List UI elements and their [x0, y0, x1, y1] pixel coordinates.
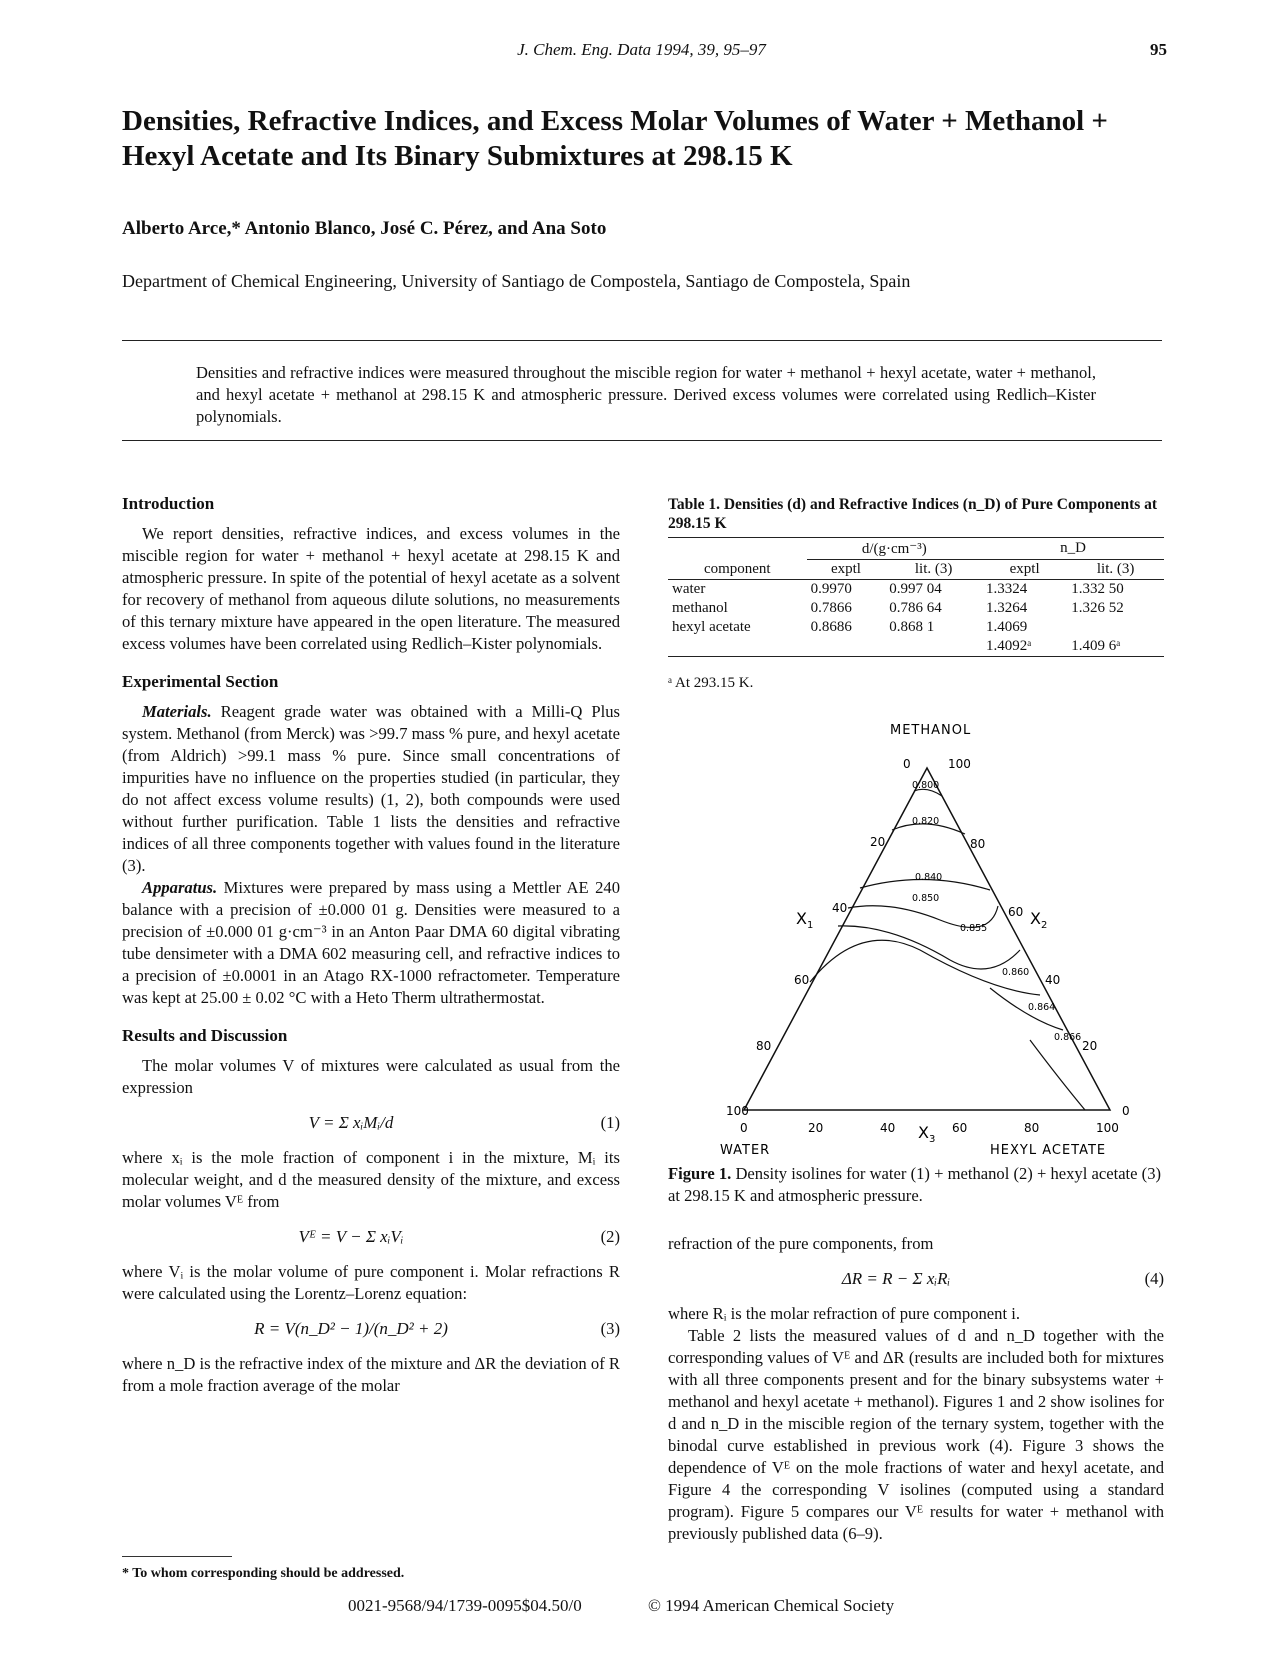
equation-3 — [122, 1317, 620, 1341]
experimental-heading: Experimental Section — [122, 672, 279, 691]
results-p6: where Rᵢ is the molar refraction of pure component i. — [668, 1304, 1020, 1323]
left-tick: 80 — [756, 1039, 772, 1053]
left-column — [122, 493, 620, 1397]
introduction-text: We report densities, refractive indices, and excess volumes in the miscible region for water + methanol + hexyl acetate at 298.15 K and atmospheric pressure. In spite of the potential of hexyl acetate as a solvent for recovery of methanol from aqueous dilute solutions, no measurements of this ternary mixture have appeared in the open literature. The measured excess volumes have been correlated using Redlich–Kister polynomials. — [122, 524, 620, 653]
bottom-tick: 20 — [808, 1121, 824, 1135]
isoline — [838, 926, 1020, 969]
bottom-tick: 100 — [1096, 1121, 1119, 1135]
tick-top-left: 0 — [903, 757, 911, 771]
apparatus-text: Mixtures were prepared by mass using a Mettler AE 240 balance with a precision of ±0.000 01 g. Densities were measured to a precision of ±0.000 01 g·cm⁻³ in an Anton Paar DMA 60 digital vibrating tube densimeter with a DMA 602 measuring cell, and refractive indices to a precision of ±0.0001 in an Atago RX-1000 refractometer. Temperature was kept at 25.00 ± 0.02 °C with a Heto Therm ultrathermostat. — [122, 878, 620, 1007]
water-label: WATER — [720, 1143, 771, 1158]
equation-2 — [122, 1225, 620, 1249]
table-row — [668, 580, 1164, 600]
table-cell: 0.997 04 — [889, 581, 942, 597]
table-cell — [807, 637, 886, 657]
equation-3-body: R = V(n_D² − 1)/(n_D² + 2) — [254, 1319, 448, 1338]
table-cell: 0.786 64 — [889, 600, 942, 616]
results-p1: The molar volumes V of mixtures were calculated as usual from the expression — [122, 1056, 620, 1097]
table-cell: 1.4069 — [985, 619, 1028, 635]
isoline-label: 0.864 — [1028, 1002, 1056, 1013]
right-tick: 20 — [1082, 1039, 1098, 1053]
table1 — [668, 537, 1164, 657]
results-p4: where n_D is the refractive index of the mixture and ΔR the deviation of R from a mole fraction average of the molar — [122, 1354, 620, 1395]
x2-subscript: 2 — [1040, 920, 1048, 931]
left-tick: 100 — [726, 1104, 749, 1118]
bottom-tick: 0 — [740, 1121, 748, 1135]
isoline-label: 0.860 — [1002, 967, 1030, 978]
table-cell: 1.3264 — [985, 600, 1028, 616]
table-cell: methanol — [672, 600, 728, 616]
table-cell — [885, 637, 982, 657]
x2-letter: X — [1030, 909, 1041, 928]
affiliation: Department of Chemical Engineering, University of Santiago de Compostela, Santiago de Compostela, Spain — [122, 271, 911, 291]
results-heading: Results and Discussion — [122, 1026, 288, 1045]
isoline-label: 0.850 — [912, 893, 940, 904]
bottom-tick: 40 — [880, 1121, 896, 1135]
isoline-label: 0.820 — [912, 816, 940, 827]
left-tick: 60 — [794, 973, 810, 987]
figure1-ternary-diagram — [690, 720, 1160, 1160]
table-row — [668, 599, 1164, 618]
right-column — [668, 495, 1164, 692]
equation-4-number: (4) — [1144, 1269, 1164, 1288]
footnote: * To whom corresponding should be addressed. — [122, 1566, 405, 1581]
materials-paragraph — [122, 701, 620, 877]
table-cell — [1067, 618, 1164, 637]
apparatus-heading: Apparatus. — [142, 878, 218, 897]
isoline-label: 0.855 — [960, 923, 988, 934]
introduction-heading: Introduction — [122, 494, 215, 513]
table-cell: 0.8686 — [810, 619, 852, 635]
x1-label — [796, 909, 813, 931]
table-cell: 0.9970 — [810, 581, 852, 597]
table1-col-component: component — [703, 560, 771, 577]
table-cell: hexyl acetate — [672, 619, 751, 635]
table-row — [668, 637, 1164, 657]
left-tick: 40 — [832, 901, 848, 915]
table-cell: water — [672, 581, 706, 597]
page-number: 95 — [1150, 40, 1167, 59]
results-p7: Table 2 lists the measured values of d and n_D together with the corresponding values of Vᴱ and ΔR (results are included both for mixtures with all three components present and for the binary subsystems water + methanol and hexyl acetate + methanol). Figures 1 and 2 show isolines for d and n_D in the miscible region of the ternary system, together with the binodal curve established in previous work (4). Figure 3 shows the dependence of Vᴱ on the mole fractions of water and hexyl acetate, and Figure 4 the corresponding V isolines (computed using a standard program). Figure 5 compares our Vᴱ results for water + methanol with previously published data (6–9). — [668, 1326, 1164, 1543]
table-cell: 1.409 6ᵃ — [1071, 638, 1121, 654]
paper-title: Densities, Refractive Indices, and Excess Molar Volumes of Water + Methanol + Hexyl Acetate and Its Binary Submixtures at 298.15 K — [122, 105, 1108, 172]
authors: Alberto Arce,* Antonio Blanco, José C. Pérez, and Ana Soto — [122, 218, 607, 239]
table1-col-d-exptl: exptl — [830, 561, 861, 577]
results-p2: where xᵢ is the mole fraction of component i in the mixture, Mᵢ its molecular weight, and d the measured density of the mixture, and excess molar volumes Vᴱ from — [122, 1148, 620, 1211]
hexyl-acetate-label: HEXYL ACETATE — [990, 1143, 1107, 1158]
isoline-label: 0.866 — [1054, 1032, 1082, 1043]
right-tick: 80 — [970, 837, 986, 851]
table1-group-nd: n_D — [982, 538, 1164, 560]
equation-2-body: Vᴱ = V − Σ xᵢVᵢ — [298, 1227, 404, 1246]
table1-col-nd-exptl: exptl — [1009, 561, 1040, 577]
table-cell: 1.326 52 — [1071, 600, 1124, 616]
figure1-caption-head: Figure 1. — [668, 1164, 732, 1183]
materials-text: Reagent grade water was obtained with a Milli-Q Plus system. Methanol (from Merck) was >99.7 mass % pure, and hexyl acetate (from Aldrich) >99.1 mass % pure. Since small concentrations of impurities have no influence on the properties studied (in particular, they do not affect excess volume results) (1, 2), both compounds were used without further purification. Table 1 lists the densities and refractive indices of all three components together with values found in the literature (3). — [122, 702, 620, 875]
equation-4-body: ΔR = R − Σ xᵢRᵢ — [841, 1269, 951, 1288]
tick-top-right: 100 — [948, 757, 971, 771]
equation-1-number: (1) — [600, 1113, 620, 1132]
isoline-label: 0.840 — [915, 872, 943, 883]
figure1-caption-text: Density isolines for water (1) + methanol (2) + hexyl acetate (3) at 298.15 K and atmospheric pressure. — [668, 1164, 1162, 1205]
equation-1 — [122, 1111, 620, 1135]
table1-footnote: ᵃ At 293.15 K. — [668, 675, 754, 691]
table1-group-density: d/(g·cm⁻³) — [807, 538, 982, 560]
table1-col-nd-lit: lit. (3) — [1096, 561, 1135, 577]
right-column-text — [668, 1233, 1164, 1545]
table-cell — [668, 637, 807, 657]
right-tick: 60 — [1008, 905, 1024, 919]
footer-code: 0021-9568/94/1739-0095$04.50/0 — [348, 1596, 582, 1615]
x3-label — [918, 1123, 935, 1145]
table-cell: 0.868 1 — [889, 619, 935, 635]
right-tick: 40 — [1045, 973, 1061, 987]
isoline-label: 0.800 — [912, 780, 940, 791]
apparatus-paragraph — [122, 877, 620, 1009]
materials-heading: Materials. — [142, 702, 212, 721]
x3-subscript: 3 — [928, 1134, 936, 1145]
x1-subscript: 1 — [806, 920, 814, 931]
methanol-label: METHANOL — [890, 723, 972, 738]
x1-letter: X — [796, 909, 807, 928]
bottom-tick: 80 — [1024, 1121, 1040, 1135]
table-cell: 0.7866 — [810, 600, 852, 616]
results-p3: where Vᵢ is the molar volume of pure component i. Molar refractions R were calculated using the Lorentz–Lorenz equation: — [122, 1262, 620, 1303]
right-tick: 0 — [1122, 1104, 1130, 1118]
results-p5: refraction of the pure components, from — [668, 1234, 934, 1253]
isoline — [1030, 1040, 1085, 1110]
bottom-tick: 60 — [952, 1121, 968, 1135]
x3-letter: X — [918, 1123, 929, 1142]
footnote-rule — [122, 1556, 232, 1557]
equation-1-body: V = Σ xᵢMᵢ/d — [308, 1113, 394, 1132]
table-cell: 1.332 50 — [1071, 581, 1124, 597]
equation-3-number: (3) — [600, 1319, 620, 1338]
table1-blank — [668, 538, 807, 560]
table1-caption: Table 1. Densities (d) and Refractive Indices (n_D) of Pure Components at 298.15 K — [668, 496, 1158, 532]
equation-4 — [668, 1267, 1164, 1291]
abstract-rule-bottom — [122, 440, 1162, 441]
table1-col-d-lit: lit. (3) — [914, 561, 953, 577]
equation-2-number: (2) — [600, 1227, 620, 1246]
journal-citation: J. Chem. Eng. Data 1994, 39, 95–97 — [517, 40, 766, 59]
left-tick: 20 — [870, 835, 886, 849]
figure1-caption — [668, 1163, 1164, 1207]
x2-label — [1030, 909, 1047, 931]
footer-copyright: © 1994 American Chemical Society — [648, 1596, 895, 1615]
abstract-rule-top — [122, 340, 1162, 341]
abstract: Densities and refractive indices were measured throughout the miscible region for water + methanol + hexyl acetate, water + methanol, and hexyl acetate + methanol at 298.15 K and atmospheric pressure. Derived excess volumes were correlated using Redlich–Kister polynomials. — [196, 363, 1096, 426]
table-row — [668, 618, 1164, 637]
table-cell: 1.4092ᵃ — [985, 638, 1032, 654]
table-cell: 1.3324 — [985, 581, 1028, 597]
